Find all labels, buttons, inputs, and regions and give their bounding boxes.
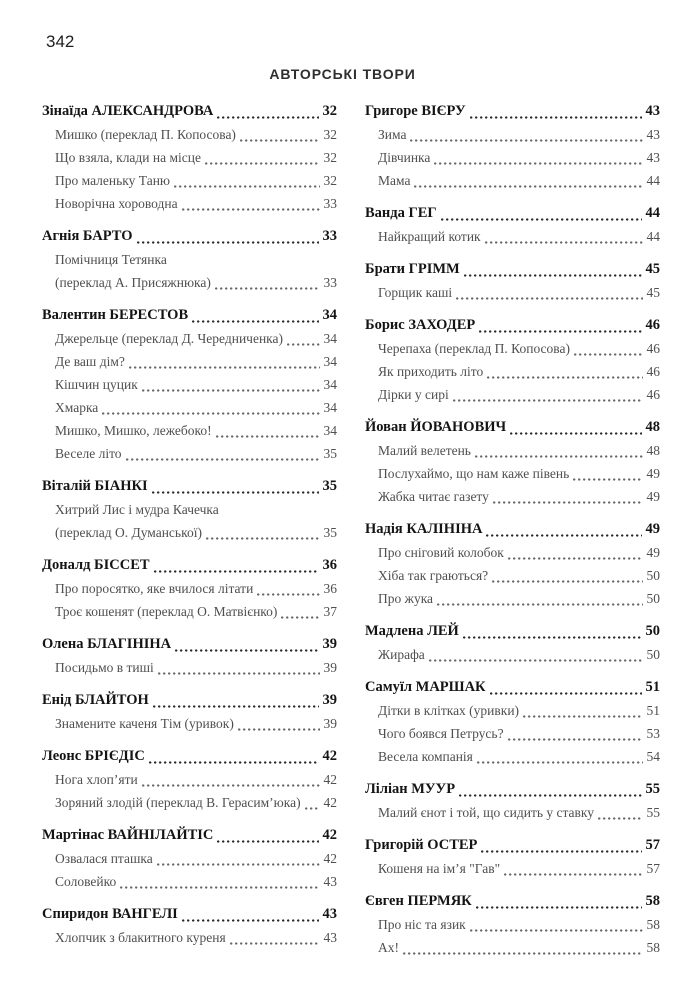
author-name: Олена БЛАГІНІНА xyxy=(42,636,172,652)
work-row xyxy=(42,791,337,814)
dot-leader xyxy=(490,692,642,695)
work-row xyxy=(42,656,337,679)
toc-section xyxy=(42,903,337,949)
work-title: Дітки в клітках (уривки) xyxy=(378,703,520,718)
work-title: Як приходить літо xyxy=(378,364,484,379)
toc-section xyxy=(365,890,660,959)
author-page-ref: 50 xyxy=(645,623,660,639)
toc-section xyxy=(42,745,337,814)
work-page-ref: 32 xyxy=(323,150,337,165)
dot-leader xyxy=(120,886,319,889)
dot-leader xyxy=(217,840,318,843)
author-page-ref: 39 xyxy=(322,692,337,708)
toc-section xyxy=(42,554,337,623)
work-page-ref: 35 xyxy=(323,525,337,540)
dot-leader xyxy=(508,557,643,560)
work-title: Хіба так граються? xyxy=(378,568,489,583)
dot-leader xyxy=(305,807,320,810)
work-row xyxy=(365,462,660,485)
dot-leader xyxy=(487,376,642,379)
author-row xyxy=(42,745,337,768)
dot-leader xyxy=(470,929,643,932)
work-row xyxy=(42,712,337,735)
work-row xyxy=(365,169,660,192)
work-title: Новорічна хороводна xyxy=(55,196,178,211)
work-page-ref: 34 xyxy=(323,400,337,415)
work-title: Джерельце (переклад Д. Чередниченка) xyxy=(55,331,284,346)
author-page-ref: 55 xyxy=(645,781,660,797)
work-page-ref: 46 xyxy=(646,341,660,356)
work-row xyxy=(365,643,660,666)
dot-leader xyxy=(142,389,320,392)
dot-leader xyxy=(492,580,642,583)
work-title: (переклад О. Думанської) xyxy=(55,525,202,540)
work-page-ref: 50 xyxy=(646,647,660,662)
author-page-ref: 51 xyxy=(645,679,660,695)
author-name: Йован ЙОВАНОВИЧ xyxy=(365,419,507,435)
dot-leader xyxy=(230,942,320,945)
work-row xyxy=(42,169,337,192)
dot-leader xyxy=(205,162,320,165)
author-row xyxy=(365,834,660,857)
work-row xyxy=(42,577,337,600)
toc-section xyxy=(365,100,660,192)
work-page-ref: 51 xyxy=(646,703,660,718)
work-page-ref: 53 xyxy=(646,726,660,741)
author-row xyxy=(42,475,337,498)
author-name: Мартінас ВАЙНІЛАЙТІС xyxy=(42,827,214,843)
dot-leader xyxy=(281,616,319,619)
work-title: Про сніговий колобок xyxy=(378,545,504,560)
work-title: Дірки у сирі xyxy=(378,387,449,402)
work-page-ref: 35 xyxy=(323,446,337,461)
work-row xyxy=(365,337,660,360)
author-row xyxy=(42,824,337,847)
author-row xyxy=(365,778,660,801)
work-page-ref: 44 xyxy=(646,173,660,188)
dot-leader xyxy=(573,478,642,481)
author-page-ref: 48 xyxy=(645,419,660,435)
work-title: Послухаймо, що нам каже півень xyxy=(378,466,570,481)
author-page-ref: 35 xyxy=(322,478,337,494)
work-title: Про ніс та язик xyxy=(378,917,466,932)
author-row xyxy=(365,314,660,337)
work-title: Зима xyxy=(378,127,407,142)
work-row xyxy=(365,485,660,508)
dot-leader xyxy=(287,343,319,346)
dot-leader xyxy=(182,919,319,922)
work-page-ref: 42 xyxy=(323,851,337,866)
work-row xyxy=(365,225,660,248)
work-row xyxy=(42,350,337,373)
dot-leader xyxy=(153,705,319,708)
work-page-ref: 58 xyxy=(646,940,660,955)
work-title: Жабка читає газету xyxy=(378,489,489,504)
work-page-ref: 43 xyxy=(323,930,337,945)
author-page-ref: 44 xyxy=(645,205,660,221)
author-page-ref: 39 xyxy=(322,636,337,652)
work-row xyxy=(42,870,337,893)
work-title-first-line xyxy=(42,248,337,271)
author-page-ref: 34 xyxy=(322,307,337,323)
page-heading: АВТОРСЬКІ ТВОРИ xyxy=(269,66,416,82)
work-page-ref: 50 xyxy=(646,591,660,606)
work-title: Хитрий Лис і мудра Качечка xyxy=(55,502,219,517)
dot-leader xyxy=(437,603,642,606)
author-name: Мадлена ЛЕЙ xyxy=(365,623,459,639)
work-row xyxy=(42,926,337,949)
toc-section xyxy=(42,304,337,465)
author-row xyxy=(365,676,660,699)
work-page-ref: 44 xyxy=(646,229,660,244)
author-row xyxy=(365,258,660,281)
page-number: 342 xyxy=(46,32,75,51)
work-row xyxy=(42,373,337,396)
work-row xyxy=(365,281,660,304)
author-name: Енід БЛАЙТОН xyxy=(42,692,149,708)
author-page-ref: 58 xyxy=(645,893,660,909)
work-row xyxy=(42,192,337,215)
author-name: Григорій ОСТЕР xyxy=(365,837,478,853)
author-name: Брати ГРІММ xyxy=(365,261,460,277)
work-title: Хмарка xyxy=(55,400,99,415)
work-title: Зоряний злодій (переклад В. Герасим’юка) xyxy=(55,795,301,810)
dot-leader xyxy=(453,399,643,402)
work-page-ref: 34 xyxy=(323,423,337,438)
work-title: Мишко, Мишко, лежебоко! xyxy=(55,423,212,438)
author-page-ref: 43 xyxy=(645,103,660,119)
dot-leader xyxy=(158,672,320,675)
author-name: Самуїл МАРШАК xyxy=(365,679,486,695)
author-row xyxy=(42,225,337,248)
work-page-ref: 48 xyxy=(646,443,660,458)
dot-leader xyxy=(523,715,642,718)
work-row xyxy=(42,442,337,465)
work-title: Помічниця Тетянка xyxy=(55,252,167,267)
dot-leader xyxy=(149,761,319,764)
work-page-ref: 34 xyxy=(323,354,337,369)
work-row xyxy=(365,936,660,959)
work-page-ref: 49 xyxy=(646,545,660,560)
work-title: Соловейко xyxy=(55,874,117,889)
dot-leader xyxy=(475,455,643,458)
dot-leader xyxy=(175,649,318,652)
dot-leader xyxy=(470,116,642,119)
dot-leader xyxy=(464,274,642,277)
author-row xyxy=(365,620,660,643)
work-title: Що взяла, клади на місце xyxy=(55,150,201,165)
work-page-ref: 46 xyxy=(646,364,660,379)
author-name: Зінаїда АЛЕКСАНДРОВА xyxy=(42,103,214,119)
work-title: Мишко (переклад П. Копосова) xyxy=(55,127,236,142)
author-page-ref: 33 xyxy=(322,228,337,244)
work-title: Горщик каші xyxy=(378,285,453,300)
toc xyxy=(0,100,685,969)
author-name: Валентин БЕРЕСТОВ xyxy=(42,307,189,323)
work-row xyxy=(42,146,337,169)
work-row xyxy=(42,327,337,350)
author-page-ref: 32 xyxy=(322,103,337,119)
work-title: Черепаха (переклад П. Копосова) xyxy=(378,341,570,356)
author-name: Доналд БІССЕТ xyxy=(42,557,150,573)
work-title: Весела компанія xyxy=(378,749,473,764)
work-row xyxy=(365,564,660,587)
dot-leader xyxy=(182,208,320,211)
author-row xyxy=(365,518,660,541)
work-title: Веселе літо xyxy=(55,446,122,461)
work-page-ref: 46 xyxy=(646,387,660,402)
dot-leader xyxy=(429,659,643,662)
work-page-ref: 58 xyxy=(646,917,660,932)
work-page-ref: 54 xyxy=(646,749,660,764)
toc-section xyxy=(42,689,337,735)
work-title: Про поросятко, яке вчилося літати xyxy=(55,581,254,596)
work-page-ref: 34 xyxy=(323,331,337,346)
dot-leader xyxy=(598,817,642,820)
dot-leader xyxy=(192,320,318,323)
author-row xyxy=(365,890,660,913)
author-page-ref: 43 xyxy=(322,906,337,922)
toc-section xyxy=(42,824,337,893)
dot-leader xyxy=(481,850,641,853)
dot-leader xyxy=(459,794,641,797)
author-name: Агнія БАРТО xyxy=(42,228,133,244)
work-row xyxy=(365,587,660,610)
work-row xyxy=(365,801,660,824)
work-title: Найкращий котик xyxy=(378,229,481,244)
work-page-ref: 39 xyxy=(323,660,337,675)
work-page-ref: 32 xyxy=(323,127,337,142)
author-row xyxy=(42,304,337,327)
toc-section xyxy=(365,314,660,406)
toc-section xyxy=(365,834,660,880)
dot-leader xyxy=(477,761,643,764)
dot-leader xyxy=(129,366,320,369)
dot-leader xyxy=(456,297,642,300)
dot-leader xyxy=(240,139,320,142)
work-title: Хлопчик з блакитного куреня xyxy=(55,930,226,945)
toc-column-right xyxy=(365,100,660,969)
toc-section xyxy=(42,225,337,294)
work-title: Мама xyxy=(378,173,411,188)
toc-section xyxy=(42,475,337,544)
author-row xyxy=(42,903,337,926)
dot-leader xyxy=(434,162,642,165)
work-page-ref: 49 xyxy=(646,489,660,504)
work-title: Жирафа xyxy=(378,647,425,662)
author-row xyxy=(365,100,660,123)
dot-leader xyxy=(493,501,643,504)
dot-leader xyxy=(574,353,643,356)
author-page-ref: 42 xyxy=(322,827,337,843)
work-page-ref: 57 xyxy=(646,861,660,876)
author-page-ref: 45 xyxy=(645,261,660,277)
dot-leader xyxy=(463,636,642,639)
toc-section xyxy=(365,518,660,610)
work-row xyxy=(42,521,337,544)
work-title: Про маленьку Таню xyxy=(55,173,171,188)
author-name: Леонс БРІЄДІС xyxy=(42,748,145,764)
work-title-first-line xyxy=(42,498,337,521)
work-title: Чого боявся Петрусь? xyxy=(378,726,504,741)
dot-leader xyxy=(157,863,320,866)
author-row xyxy=(42,100,337,123)
dot-leader xyxy=(154,570,319,573)
dot-leader xyxy=(485,241,643,244)
work-row xyxy=(42,600,337,623)
author-page-ref: 46 xyxy=(645,317,660,333)
work-title: Посидьмо в тиші xyxy=(55,660,154,675)
work-page-ref: 32 xyxy=(323,173,337,188)
toc-section xyxy=(42,633,337,679)
author-name: Борис ЗАХОДЕР xyxy=(365,317,476,333)
work-row xyxy=(42,419,337,442)
work-title: Малий єнот і той, що сидить у ставку xyxy=(378,805,595,820)
author-name: Григоре ВІЄРУ xyxy=(365,103,466,119)
work-page-ref: 43 xyxy=(323,874,337,889)
work-title: Ах! xyxy=(378,940,399,955)
toc-section xyxy=(365,202,660,248)
dot-leader xyxy=(508,738,643,741)
toc-section xyxy=(365,676,660,768)
work-page-ref: 49 xyxy=(646,466,660,481)
work-title: Троє кошенят (переклад О. Матвієнко) xyxy=(55,604,278,619)
work-title: Нога хлоп’яти xyxy=(55,772,138,787)
work-row xyxy=(365,146,660,169)
author-row xyxy=(42,689,337,712)
work-row xyxy=(365,123,660,146)
dot-leader xyxy=(410,139,642,142)
work-page-ref: 42 xyxy=(323,772,337,787)
author-page-ref: 49 xyxy=(645,521,660,537)
work-row xyxy=(365,541,660,564)
work-title: Озвалася пташка xyxy=(55,851,153,866)
work-row xyxy=(365,857,660,880)
work-title: Знамените каченя Тім (уривок) xyxy=(55,716,234,731)
author-name: Спиридон ВАНГЕЛІ xyxy=(42,906,178,922)
toc-section xyxy=(365,416,660,508)
toc-section xyxy=(365,778,660,824)
work-row xyxy=(42,271,337,294)
work-title: Малий велетень xyxy=(378,443,471,458)
author-name: Надія КАЛІНІНА xyxy=(365,521,483,537)
work-row xyxy=(365,439,660,462)
dot-leader xyxy=(126,458,320,461)
work-page-ref: 43 xyxy=(646,127,660,142)
work-page-ref: 39 xyxy=(323,716,337,731)
work-title: Кішчин цуцик xyxy=(55,377,138,392)
toc-section xyxy=(365,258,660,304)
toc-column-left xyxy=(42,100,337,969)
dot-leader xyxy=(215,287,320,290)
work-page-ref: 50 xyxy=(646,568,660,583)
dot-leader xyxy=(441,218,642,221)
work-title: (переклад А. Присяжнюка) xyxy=(55,275,211,290)
work-row xyxy=(42,768,337,791)
dot-leader xyxy=(403,952,643,955)
dot-leader xyxy=(479,330,641,333)
toc-section xyxy=(42,100,337,215)
dot-leader xyxy=(152,491,319,494)
dot-leader xyxy=(414,185,642,188)
work-page-ref: 43 xyxy=(646,150,660,165)
dot-leader xyxy=(206,537,320,540)
author-name: Віталій БІАНКІ xyxy=(42,478,148,494)
work-page-ref: 33 xyxy=(323,196,337,211)
dot-leader xyxy=(102,412,319,415)
work-row xyxy=(365,383,660,406)
author-row xyxy=(42,633,337,656)
work-page-ref: 34 xyxy=(323,377,337,392)
dot-leader xyxy=(216,435,320,438)
work-page-ref: 36 xyxy=(323,581,337,596)
dot-leader xyxy=(257,593,319,596)
author-page-ref: 42 xyxy=(322,748,337,764)
work-row xyxy=(365,360,660,383)
work-page-ref: 45 xyxy=(646,285,660,300)
work-title: Кошеня на ім’я "Гав" xyxy=(378,861,501,876)
dot-leader xyxy=(142,784,320,787)
dot-leader xyxy=(238,728,320,731)
author-name: Ліліан МУУР xyxy=(365,781,456,797)
dot-leader xyxy=(504,873,642,876)
dot-leader xyxy=(174,185,319,188)
dot-leader xyxy=(217,116,318,119)
dot-leader xyxy=(486,534,641,537)
work-page-ref: 33 xyxy=(323,275,337,290)
author-row xyxy=(42,554,337,577)
author-name: Ванда ГЕГ xyxy=(365,205,437,221)
work-title: Дівчинка xyxy=(378,150,431,165)
author-name: Євген ПЕРМЯК xyxy=(365,893,472,909)
work-row xyxy=(42,847,337,870)
author-row xyxy=(365,416,660,439)
work-row xyxy=(365,745,660,768)
work-page-ref: 42 xyxy=(323,795,337,810)
dot-leader xyxy=(510,432,641,435)
toc-section xyxy=(365,620,660,666)
work-title: Про жука xyxy=(378,591,434,606)
dot-leader xyxy=(476,906,642,909)
author-page-ref: 36 xyxy=(322,557,337,573)
work-page-ref: 37 xyxy=(323,604,337,619)
work-page-ref: 55 xyxy=(646,805,660,820)
work-row xyxy=(365,722,660,745)
dot-leader xyxy=(137,241,319,244)
work-row xyxy=(42,123,337,146)
work-title: Де ваш дім? xyxy=(55,354,125,369)
author-page-ref: 57 xyxy=(645,837,660,853)
work-row xyxy=(365,699,660,722)
work-row xyxy=(42,396,337,419)
author-row xyxy=(365,202,660,225)
work-row xyxy=(365,913,660,936)
